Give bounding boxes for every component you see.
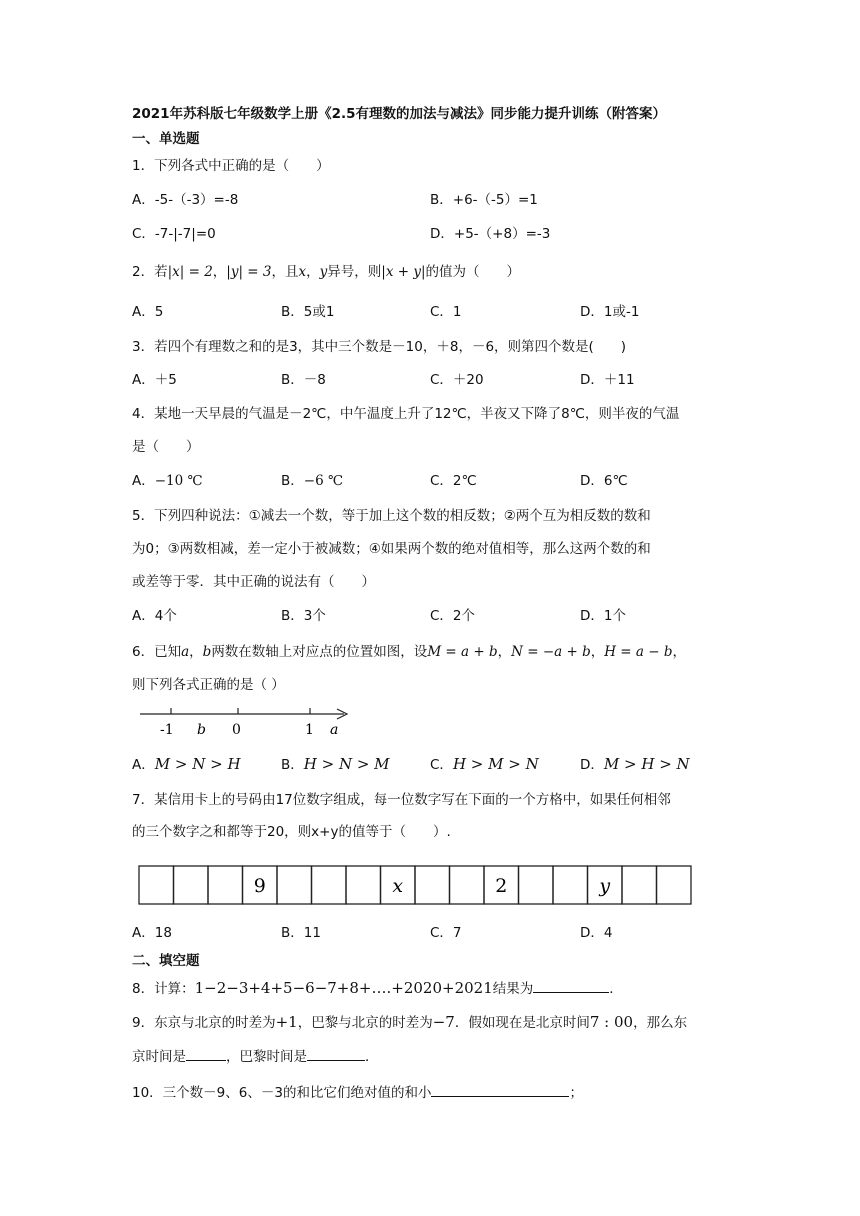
q6-math-m: M = a + b [427, 644, 498, 660]
q3-option-b: B．－8 [281, 372, 326, 388]
q9-line2-b: ，巴黎时间是 [226, 1049, 307, 1065]
axis-label-minus-one: -1 [160, 722, 174, 738]
axis-label-zero: 0 [232, 722, 241, 738]
q9-math-paris-diff: −7 [432, 1013, 455, 1031]
q10-text: 10．三个数－9、6、－3的和比它们绝对值的和小 [132, 1085, 432, 1101]
card-number-grid [138, 865, 724, 905]
question-7-line1: 7．某信用卡上的号码由17位数字组成，每一位数字写在下面的一个方格中，如果任何相邻 [132, 792, 671, 808]
q2-var-x: x [298, 264, 307, 280]
question-2-stem [132, 262, 520, 282]
grid-cell-value: 9 [253, 875, 266, 897]
question-3-stem: 3．若四个有理数之和的是3，其中三个数是－10，＋8，－6，则第四个数是( ) [132, 339, 627, 355]
q6-var-a: a [181, 644, 190, 660]
q2-sep-2: ， [306, 264, 320, 280]
axis-label-a: a [330, 722, 339, 738]
q1-option-c: C．-7-|-7|=0 [132, 226, 216, 242]
grid-cell-value: x [392, 875, 404, 897]
q9-line2-c: ． [365, 1049, 379, 1065]
q6-sep: ， [189, 644, 203, 660]
q6-option-a-value: M > N > H [154, 755, 241, 773]
q8-answer-blank[interactable] [533, 978, 609, 993]
number-line-figure [138, 705, 358, 741]
q3-option-c: C．＋20 [430, 372, 484, 388]
q4-option-a [132, 471, 203, 491]
question-6-stem [132, 642, 686, 662]
question-6-line2: 则下列各式正确的是（ ） [132, 677, 285, 693]
q4-option-a-value: −10 ℃ [154, 473, 203, 489]
q2-var-y: y [319, 264, 328, 280]
q4-option-c: C．2℃ [430, 473, 477, 489]
q6-math-h: H = a − b [604, 644, 673, 660]
q2-text-c: 异号，则 [327, 264, 382, 280]
grid-cell [553, 866, 588, 904]
q6-var-b: b [202, 644, 212, 660]
axis-label-one: 1 [305, 722, 314, 738]
question-8-stem [132, 978, 623, 999]
question-4-stem: 4．某地一天早晨的气温是－2℃，中午温度上升了12℃，半夜又下降了8℃，则半夜的气温 [132, 406, 680, 422]
q6-option-d-value: M > H > N [603, 755, 690, 773]
q6-option-b [281, 754, 390, 775]
question-5-line3: 或差等于零．其中正确的说法有（ ） [132, 574, 375, 590]
q6-option-b-value: H > N > M [303, 755, 390, 773]
grid-cell [657, 866, 692, 904]
q6-option-d-label: D． [580, 757, 604, 773]
q6-option-a-label: A． [132, 757, 155, 773]
grid-cell [174, 866, 209, 904]
q5-option-d: D．1个 [580, 608, 626, 624]
section-heading-single-choice: 一、单选题 [132, 131, 200, 147]
q1-option-d: D．+5-（+8）=-3 [430, 226, 551, 242]
q2-option-b: B．5或1 [281, 304, 335, 320]
q6-option-c [430, 754, 539, 775]
q7-option-d: D．4 [580, 925, 613, 941]
q2-text-a: 2．若 [132, 264, 168, 280]
grid-cell [277, 866, 312, 904]
q4-option-a-label: A． [132, 473, 155, 489]
q2-sep-1: ， [212, 264, 227, 280]
q9-math-beijing-time: 7 : 00 [589, 1013, 634, 1031]
q9-text-d: ，那么东 [633, 1015, 688, 1031]
question-9-line2 [132, 1046, 379, 1067]
q10-end: ； [569, 1085, 583, 1101]
q5-option-c: C．2个 [430, 608, 476, 624]
q1-option-a: A．-5-（-3）=-8 [132, 192, 239, 208]
q7-option-a: A．18 [132, 925, 172, 941]
q8-text-a: 8．计算： [132, 981, 195, 997]
q9-text-a: 9．东京与北京的时差为 [132, 1015, 276, 1031]
question-5-line2: 为0；③两数相减，差一定小于被减数；④如果两个数的绝对值相等，那么这两个数的和 [132, 541, 651, 557]
q6-text-b: 两数在数轴上对应点的位置如图，设 [211, 644, 428, 660]
q10-answer-blank[interactable] [431, 1082, 569, 1097]
q2-math-x: |x| = 2 [167, 264, 213, 280]
q5-option-a: A．4个 [132, 608, 177, 624]
question-9-line1 [132, 1012, 687, 1033]
q6-sep-3: ， [590, 644, 605, 660]
q4-option-b-value: −6 ℃ [303, 473, 344, 489]
grid-cell [415, 866, 450, 904]
q1-option-b: B．+6-（-5）=1 [430, 192, 538, 208]
q4-option-d: D．6℃ [580, 473, 628, 489]
q9-paris-blank[interactable] [307, 1046, 365, 1061]
q6-math-n: N = −a + b [511, 644, 591, 660]
q2-math-sum: |x + y| [381, 264, 426, 280]
grid-cell [622, 866, 657, 904]
grid-cell [450, 866, 485, 904]
q2-option-c: C．1 [430, 304, 462, 320]
grid-cell [519, 866, 554, 904]
q3-option-a: A．＋5 [132, 372, 177, 388]
q8-text-c: ． [609, 981, 623, 997]
q6-option-a [132, 754, 241, 775]
q7-option-c: C．7 [430, 925, 462, 941]
q9-text-b: ，巴黎与北京的时差为 [297, 1015, 433, 1031]
q2-text-d: 的值为（ ） [425, 264, 521, 280]
document-title: 2021年苏科版七年级数学上册《2.5有理数的加法与减法》同步能力提升训练（附答案） [132, 106, 666, 122]
q6-sep-2: ， [497, 644, 512, 660]
q6-option-c-label: C． [430, 757, 453, 773]
grid-cell [312, 866, 347, 904]
q2-math-y: |y| = 3 [226, 264, 272, 280]
grid-cell-value: y [599, 875, 611, 897]
q2-text-b: ，且 [271, 264, 299, 280]
q2-option-a: A．5 [132, 304, 164, 320]
q9-tokyo-blank[interactable] [186, 1046, 226, 1061]
q9-line2-a: 京时间是 [132, 1049, 186, 1065]
q5-option-b: B．3个 [281, 608, 326, 624]
grid-cell [346, 866, 381, 904]
grid-cell [208, 866, 243, 904]
question-7-line2: 的三个数字之和都等于20，则x+y的值等于（ ）. [132, 824, 451, 840]
axis-label-b: b [197, 722, 206, 738]
q8-expression: 1−2−3+4+5−6−7+8+….+2020+2021 [194, 979, 493, 997]
q6-text-c: ， [672, 644, 686, 660]
question-10-stem [132, 1082, 583, 1103]
q4-option-b-label: B． [281, 473, 304, 489]
q7-option-b: B．11 [281, 925, 321, 941]
q6-option-d [580, 754, 690, 775]
question-4-stem-line2: 是（ ） [132, 439, 200, 455]
q9-math-tokyo-diff: +1 [275, 1013, 298, 1031]
grid-cell [139, 866, 174, 904]
q6-option-c-value: H > M > N [452, 755, 539, 773]
q3-option-d: D．＋11 [580, 372, 635, 388]
grid-cell-value: 2 [495, 875, 508, 897]
question-5-line1: 5．下列四种说法：①减去一个数，等于加上这个数的相反数；②两个互为相反数的数和 [132, 508, 651, 524]
section-heading-fill-blank: 二、填空题 [132, 953, 200, 969]
q9-text-c: ．假如现在是北京时间 [454, 1015, 590, 1031]
q6-option-b-label: B． [281, 757, 304, 773]
q6-text-a: 6．已知 [132, 644, 182, 660]
question-1-stem: 1．下列各式中正确的是（ ） [132, 158, 330, 174]
q4-option-b [281, 471, 343, 491]
q2-option-d: D．1或-1 [580, 304, 640, 320]
q8-text-b: 结果为 [492, 981, 534, 997]
